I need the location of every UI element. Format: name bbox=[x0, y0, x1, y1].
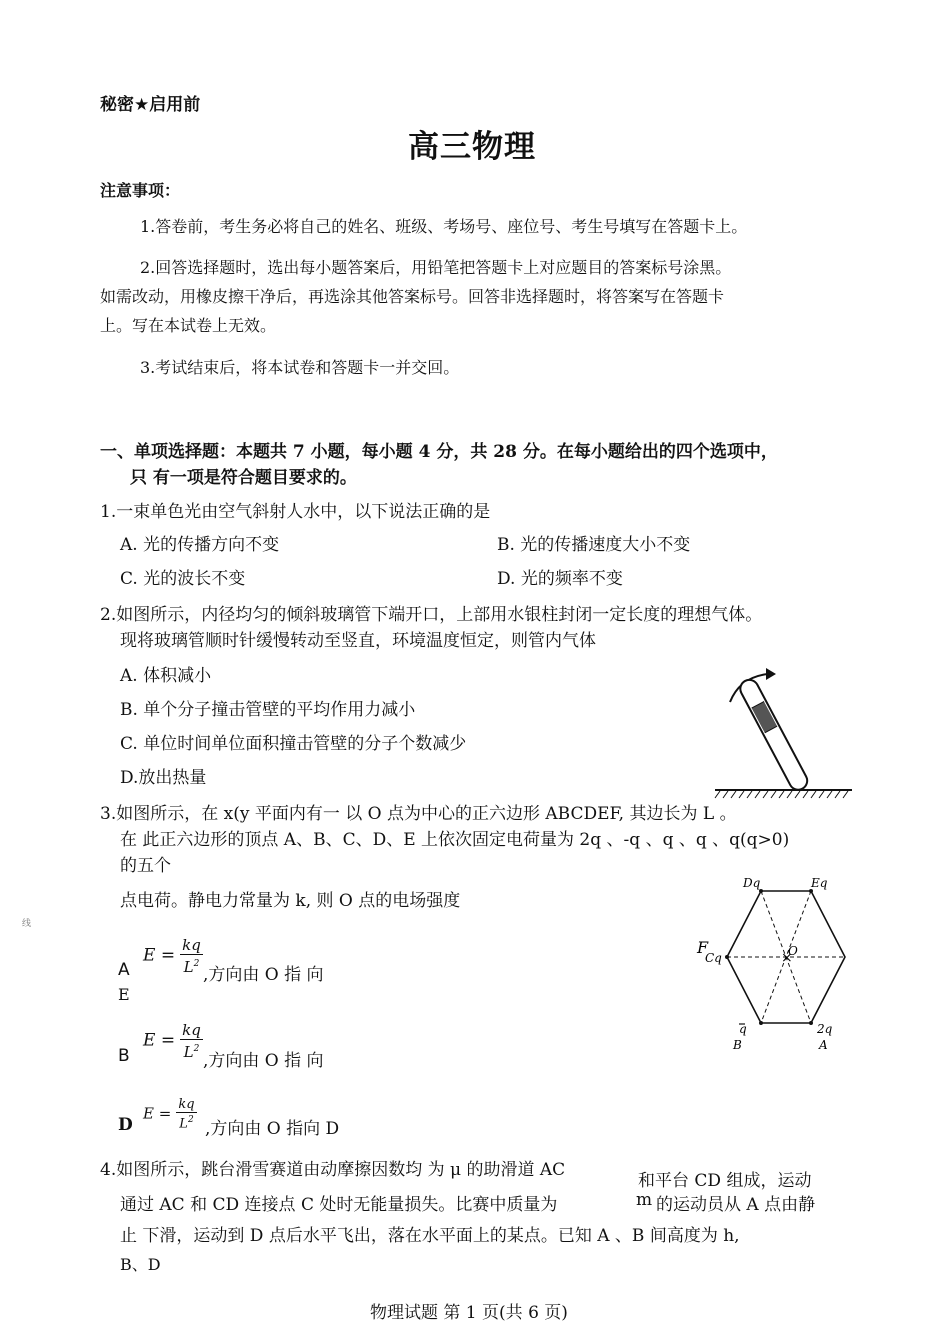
section-heading-cont: 只 有一项是符合题目要求的。 bbox=[130, 468, 357, 488]
notice-item-2-cont: 如需改动，用橡皮擦干净后，再选涂其他答案标号。回答非选择题时，将答案写在答题卡 bbox=[100, 287, 725, 306]
label-d: Dq bbox=[743, 876, 761, 890]
q2-option-b: B. 单个分子撞击管壁的平均作用力减小 bbox=[120, 700, 416, 720]
section-heading: 一、单项选择题：本题共 7 小题，每小题 4 分，共 28 分。在每小题给出的四个选项中， bbox=[100, 442, 778, 462]
q3-option-a-formula bbox=[143, 936, 203, 976]
label-e: Eq bbox=[811, 876, 828, 890]
label-c: Cq bbox=[705, 951, 722, 965]
notice-item-1: 1.答卷前，考生务必将自己的姓名、班级、考场号、座位号、考生号填写在答题卡上。 bbox=[140, 217, 748, 236]
q1-option-c: C. 光的波长不变 bbox=[120, 569, 246, 589]
q2-stem-2: 现将玻璃管顺时针缓慢转动至竖直，环境温度恒定，则管内气体 bbox=[120, 631, 596, 651]
q2-option-a: A. 体积减小 bbox=[120, 666, 212, 686]
q3-option-d-letter: D bbox=[118, 1115, 133, 1135]
label-2q: 2q bbox=[817, 1022, 833, 1036]
fraction: $\frac{kq}{L^2}$ bbox=[182, 936, 201, 976]
q4-stem-4: B、D bbox=[120, 1255, 161, 1274]
q3-option-d-text: ,方向由 O 指向 D bbox=[205, 1119, 340, 1139]
center-mark: × bbox=[781, 950, 793, 966]
page-title: 高三物理 bbox=[408, 129, 536, 165]
eq-lhs: E = bbox=[143, 945, 176, 966]
q4-stem-2m: m bbox=[636, 1190, 653, 1210]
q3-stem-2: 在 此正六边形的顶点 A、B、C、D、E 上依次固定电荷量为 2q 、-q 、q 、q 、q(q>0) bbox=[120, 830, 790, 850]
glass-tube bbox=[737, 677, 810, 793]
q1-stem: 1.一束单色光由空气斜射人水中，以下说法正确的是 bbox=[100, 502, 491, 522]
q1-option-d: D. 光的频率不变 bbox=[497, 569, 623, 589]
q3-option-b-text: ,方向由 O 指 向 bbox=[203, 1051, 324, 1071]
q3-option-a-letter: A bbox=[118, 960, 130, 980]
q2-option-d: D.放出热量 bbox=[120, 768, 207, 788]
q4-stem-2b: 的运动员从 A 点由静 bbox=[656, 1195, 816, 1215]
label-f: F bbox=[697, 938, 709, 957]
notice-item-3: 3.考试结束后，将本试卷和答题卡一并交回。 bbox=[140, 358, 460, 377]
label-a: A bbox=[819, 1038, 828, 1052]
q4-stem-3: 止 下滑，运动到 D 点后水平飞出，落在水平面上的某点。已知 A 、B 间高度为 h, bbox=[120, 1226, 740, 1246]
label-neg-q: q bbox=[739, 1022, 747, 1036]
page-footer: 物理试题 第 1 页(共 6 页) bbox=[370, 1303, 568, 1323]
label-o: O bbox=[788, 944, 798, 958]
ground-hatch bbox=[715, 791, 848, 798]
q3-option-a-text: ,方向由 O 指 向 bbox=[203, 965, 324, 985]
q3-option-b-formula: E = $\frac{kq}{L^2}$ bbox=[143, 1021, 201, 1061]
q3-stem-4: 点电荷。静电力常量为 k, 则 O 点的电场强度 bbox=[120, 891, 461, 911]
q3-option-a-tail: E bbox=[118, 985, 130, 1004]
notice-item-2-end: 上。写在本试卷上无效。 bbox=[100, 316, 277, 335]
q3-option-b-letter: B bbox=[118, 1046, 130, 1066]
q3-stem-3: 的五个 bbox=[120, 856, 171, 876]
q4-stem-1a: 4.如图所示，跳台滑雪赛道由动摩擦因数均 为 μ 的助滑道 AC bbox=[100, 1160, 566, 1180]
tilted-tube-figure bbox=[700, 662, 860, 802]
q3-stem-1: 3.如图所示，在 x(y 平面内有一 以 O 点为中心的正六边形 ABCDEF, 其边长为 L 。 bbox=[100, 804, 737, 824]
q3-option-d-formula: E = $\frac{kq}{L^2}$ bbox=[143, 1097, 195, 1132]
q2-stem-1: 2.如图所示，内径均匀的倾斜玻璃管下端开口，上部用水银柱封闭一定长度的理想气体。 bbox=[100, 605, 763, 625]
notice-item-2: 2.回答选择题时，选出每小题答案后，用铅笔把答题卡上对应题目的答案标号涂黑。 bbox=[140, 258, 732, 277]
margin-mark: 线 bbox=[22, 919, 32, 929]
q4-stem-2a: 通过 AC 和 CD 连接点 C 处时无能量损失。比赛中质量为 bbox=[120, 1195, 558, 1215]
q1-option-a: A. 光的传播方向不变 bbox=[120, 535, 280, 555]
rotation-arrowhead bbox=[766, 668, 776, 680]
secret-label: 秘密★启用前 bbox=[100, 95, 201, 115]
q1-option-b: B. 光的传播速度大小不变 bbox=[497, 535, 691, 555]
label-b: B bbox=[733, 1038, 742, 1052]
notice-heading: 注意事项： bbox=[100, 181, 181, 200]
q4-stem-1b: 和平台 CD 组成，运动 bbox=[638, 1171, 812, 1191]
q2-option-c: C. 单位时间单位面积撞击管壁的分子个数减少 bbox=[120, 734, 467, 754]
hexagon-figure bbox=[683, 873, 853, 1058]
